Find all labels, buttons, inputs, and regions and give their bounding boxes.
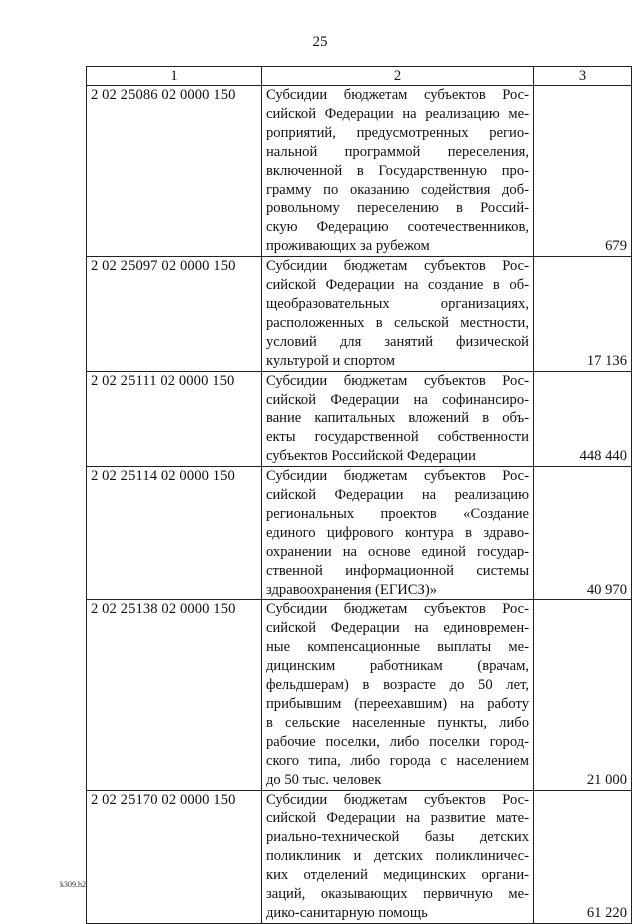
description-line: расположенных в сельской местности, <box>266 314 529 331</box>
description-line: ровольному переселению в Россий- <box>266 200 529 217</box>
description-line: екты государственной собственности <box>266 429 529 446</box>
description-cell <box>262 86 534 257</box>
description-line: проживающих за рубежом <box>266 238 430 255</box>
amount-cell: 448 440 <box>534 371 632 467</box>
description-line: скую Федерацию соотечественников, <box>266 219 529 236</box>
description-line: включенной в Государственную про- <box>266 162 529 179</box>
amount-cell: 61 220 <box>534 790 632 923</box>
column-header-code: 1 <box>87 67 262 86</box>
table-row <box>87 467 632 600</box>
description-cell <box>262 371 534 467</box>
budget-table <box>86 66 632 924</box>
description-line: субъектов Российской Федерации <box>266 448 476 465</box>
description-cell <box>262 790 534 923</box>
description-line: сийской Федерации на развитие мате- <box>266 810 529 827</box>
budget-code-cell: 2 02 25111 02 0000 150 <box>87 371 262 467</box>
description-line: единого цифрового контура в здраво- <box>266 524 529 541</box>
amount-cell: 17 136 <box>534 257 632 371</box>
description-line: до 50 тыс. человек <box>266 771 382 788</box>
description-line: сийской Федерации на софинансиро- <box>266 391 529 408</box>
description-line: Субсидии бюджетам субъектов Рос- <box>266 372 529 389</box>
description-line: роприятий, предусмотренных регио- <box>266 124 529 141</box>
description-line: сийской Федерации на единовремен- <box>266 620 529 637</box>
description-line: рабочие поселки, либо поселки город- <box>266 733 529 750</box>
description-line: сийской Федерации на реализацию <box>266 487 529 504</box>
table-row <box>87 86 632 257</box>
description-line: прибывшим (переехавшим) на работу <box>266 696 529 712</box>
description-line: Субсидии бюджетам субъектов Рос- <box>266 468 529 485</box>
description-line: грамму по оказанию содействия доб- <box>266 181 529 198</box>
amount-cell: 679 <box>534 86 632 257</box>
amount-cell: 40 970 <box>534 467 632 600</box>
description-line: региональных проектов «Создание <box>266 505 529 522</box>
description-line: сийской Федерации на создание в об- <box>266 277 529 294</box>
budget-code-cell: 2 02 25097 02 0000 150 <box>87 257 262 371</box>
table-row <box>87 257 632 371</box>
description-line: ственной информационной системы <box>266 562 529 579</box>
description-line: Субсидии бюджетам субъектов Рос- <box>266 791 529 808</box>
column-header-amount: 3 <box>534 67 632 86</box>
description-line: вание капитальных вложений в объ- <box>266 410 529 427</box>
description-line: сийской Федерации на реализацию ме- <box>266 105 529 122</box>
description-line: в сельские населенные пункты, либо <box>266 714 529 731</box>
description-line: здравоохранения (ЕГИСЗ)» <box>266 581 438 598</box>
description-cell <box>262 467 534 600</box>
description-line: ких отделений медицинских органи- <box>266 867 529 884</box>
description-line: условий для занятий физической <box>266 333 529 350</box>
budget-code-cell: 2 02 25114 02 0000 150 <box>87 467 262 600</box>
footer-document-mark: k309.h2 <box>60 880 86 889</box>
budget-code-cell: 2 02 25138 02 0000 150 <box>87 600 262 790</box>
description-line: ные компенсационные выплаты ме- <box>266 639 529 656</box>
description-line: щеобразовательных организациях, <box>266 295 529 312</box>
description-line: охранении на основе единой государ- <box>266 543 529 560</box>
table-row <box>87 371 632 467</box>
page-number: 25 <box>312 34 328 50</box>
table-header <box>87 67 632 86</box>
description-line: риально-технической базы детских <box>266 829 529 846</box>
description-line: дицинским работникам (врачам, <box>266 658 529 675</box>
budget-code-cell: 2 02 25170 02 0000 150 <box>87 790 262 923</box>
table-body <box>87 86 632 924</box>
table-row <box>87 790 632 923</box>
description-line: фельдшерам) в возрасте до 50 лет, <box>266 677 529 694</box>
description-cell <box>262 600 534 790</box>
amount-cell: 21 000 <box>534 600 632 790</box>
budget-code-cell: 2 02 25086 02 0000 150 <box>87 86 262 257</box>
description-line: поликлиник и детских поликлиничес- <box>266 848 529 865</box>
header-row <box>87 67 632 86</box>
description-line: заций, оказывающих первичную ме- <box>266 886 529 903</box>
table-row <box>87 600 632 790</box>
description-line: культурой и спортом <box>266 352 396 369</box>
description-line: дико-санитарную помощь <box>266 904 428 921</box>
description-line: Субсидии бюджетам субъектов Рос- <box>266 258 529 275</box>
description-cell <box>262 257 534 371</box>
description-line: Субсидии бюджетам субъектов Рос- <box>266 87 529 103</box>
description-line: нальной программой переселения, <box>266 143 529 160</box>
description-line: Субсидии бюджетам субъектов Рос- <box>266 601 529 618</box>
column-header-description: 2 <box>262 67 534 86</box>
description-line: ского типа, либо города с населением <box>266 752 529 769</box>
